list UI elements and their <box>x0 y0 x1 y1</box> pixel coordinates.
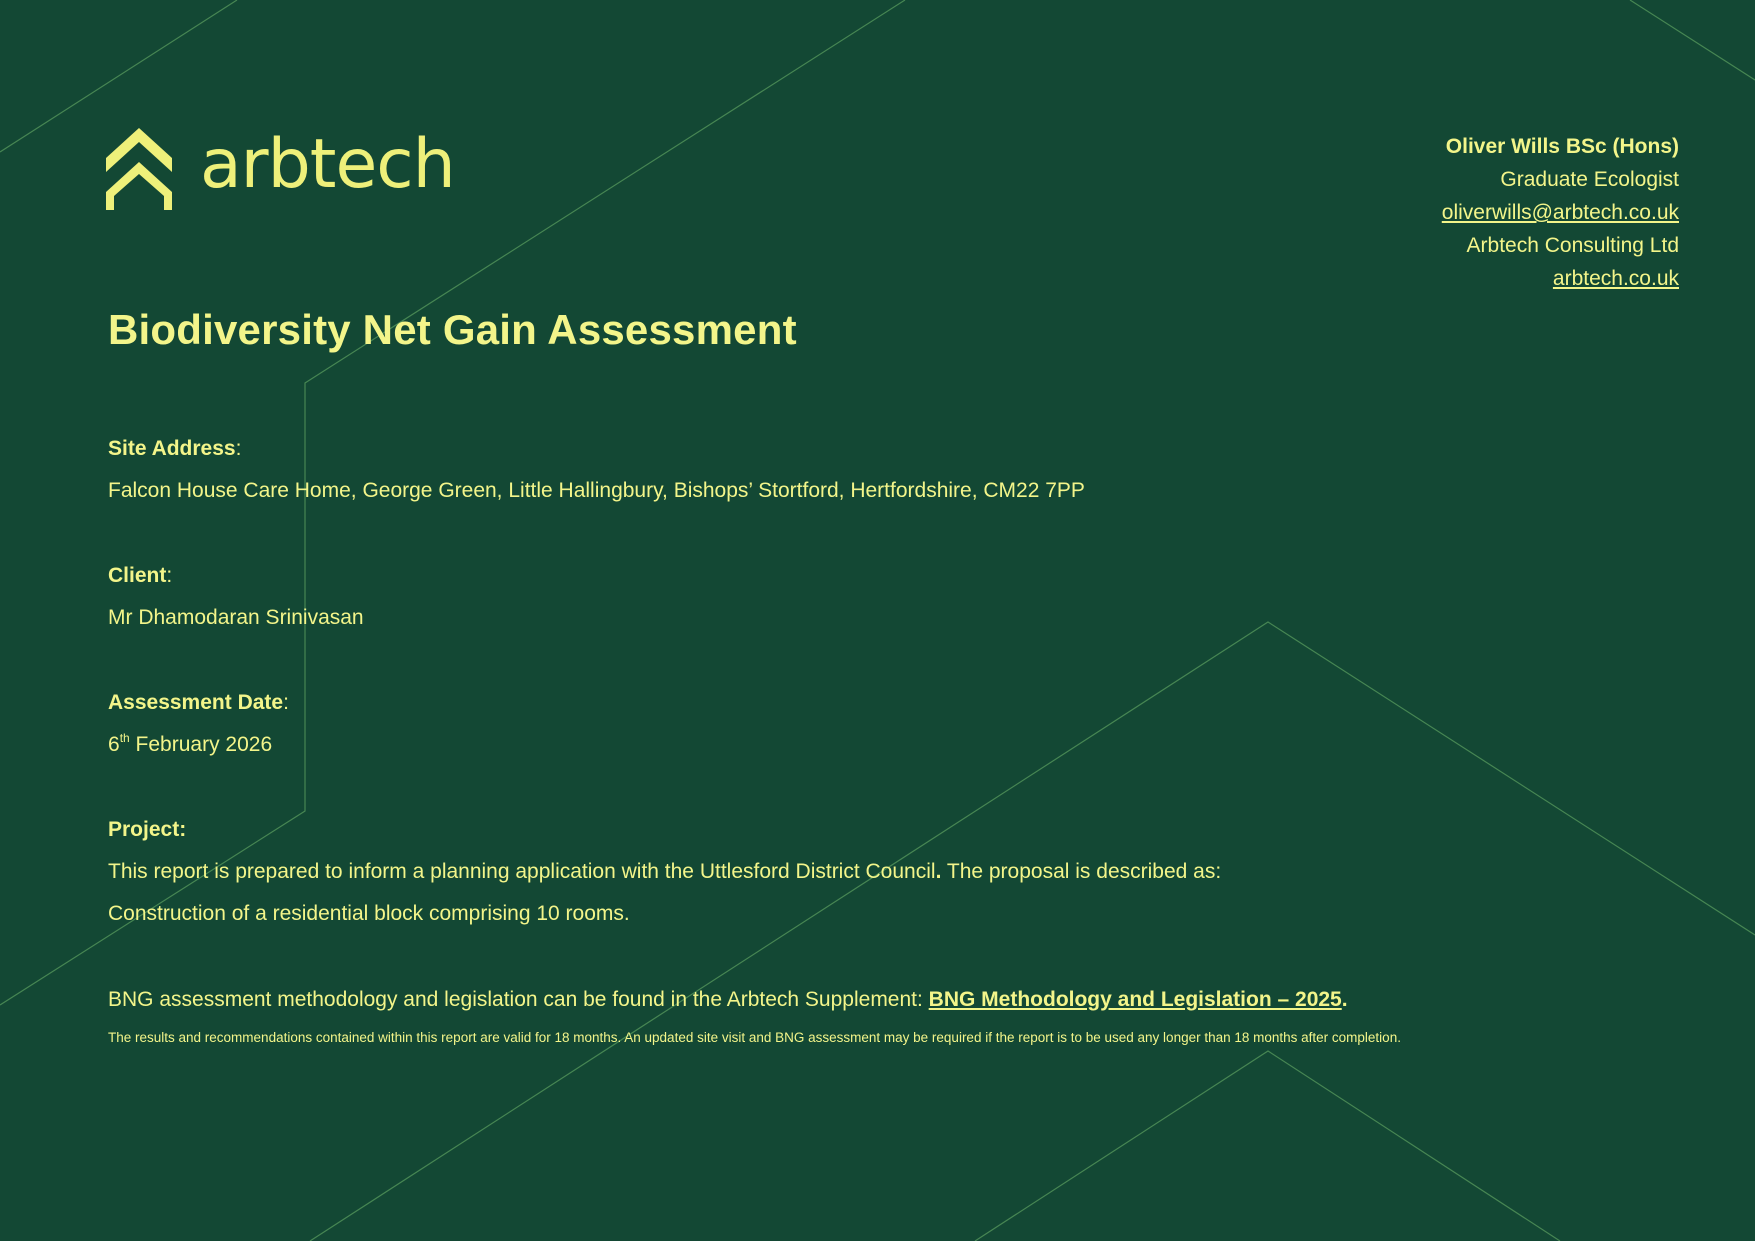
arbtech-logo <box>104 125 455 210</box>
company-website-link[interactable]: arbtech.co.uk <box>1552 267 1679 290</box>
project-label: Project: <box>108 818 187 841</box>
assessment-date-label: Assessment Date: <box>108 691 289 714</box>
client-value: Mr Dhamodaran Srinivasan <box>108 606 364 629</box>
client-label: Client: <box>108 564 173 587</box>
author-email-link[interactable]: oliverwills@arbtech.co.uk <box>1441 201 1679 224</box>
page-title: Biodiversity Net Gain Assessment <box>108 306 797 353</box>
assessment-date-value: 6th February 2026 <box>108 731 273 756</box>
house-chevron-icon <box>104 128 174 210</box>
company-name: Arbtech Consulting Ltd <box>1466 234 1679 257</box>
bng-methodology-link[interactable]: BNG Methodology and Legislation – 2025 <box>928 988 1342 1011</box>
project-description-line1: This report is prepared to inform a planning application with the Uttlesford District Council. The proposal is described as: <box>108 860 1222 883</box>
logo-wordmark: arbtech <box>200 125 455 204</box>
validity-note: The results and recommendations contained within this report are valid for 18 months. An updated site visit and BNG assessment may be required if the report is to be used any longer than 18 months after completion. <box>108 1030 1401 1045</box>
author-name: Oliver Wills BSc (Hons) <box>1445 135 1679 158</box>
site-address-value: Falcon House Care Home, George Green, Little Hallingbury, Bishops’ Stortford, Hertfordshire, CM22 7PP <box>108 479 1085 502</box>
site-address-label: Site Address: <box>108 437 242 460</box>
bng-supplement-reference: BNG assessment methodology and legislation can be found in the Arbtech Supplement: BNG Methodology and Legislation – 2025. <box>108 988 1348 1011</box>
author-contact-block <box>1442 130 1679 295</box>
project-description-line2: Construction of a residential block comprising 10 rooms. <box>108 902 630 925</box>
author-role: Graduate Ecologist <box>1500 168 1679 191</box>
